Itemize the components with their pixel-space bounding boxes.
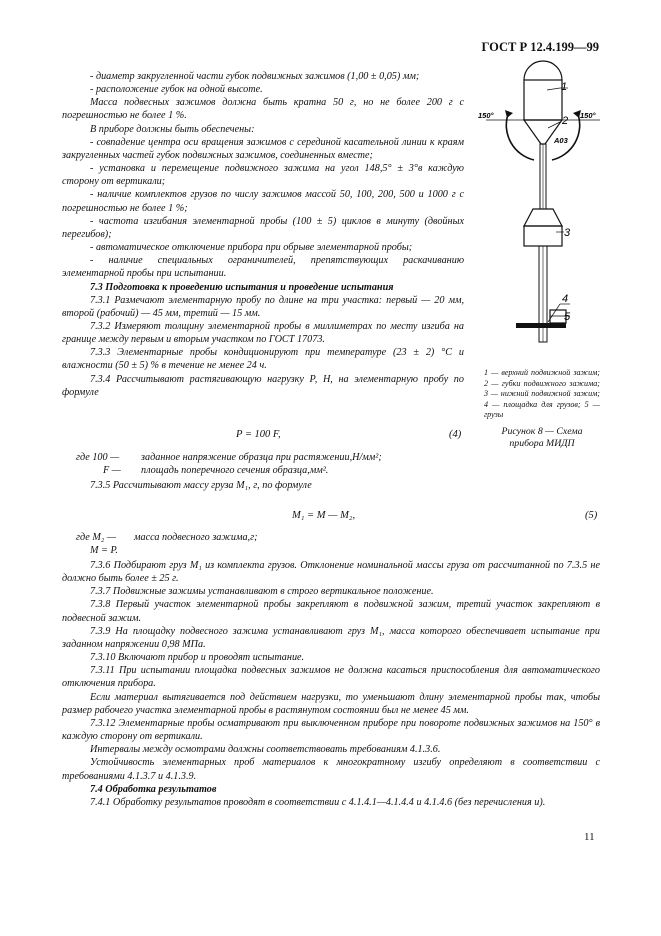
label-3: 3 — [564, 227, 571, 239]
label-4: 4 — [562, 293, 569, 305]
paragraph: - автоматическое отключение прибора при обрыве элементарной пробы; — [90, 242, 413, 254]
axis-label: A03 — [554, 136, 568, 145]
paragraph: 7.3.11 При испытании площадка подвесных зажимов не должна касаться приспособления для автоматического отключения прибора. — [62, 665, 600, 690]
where-5-prefix: где M₂ — — [76, 532, 116, 543]
paragraph: - наличие специальных ограничителей, препятствующих раскачиванию элементарной пробы при испытании. — [62, 255, 464, 280]
paragraph-7-3-5: 7.3.5 Рассчитывают массу груза M₁, г, по формуле — [90, 480, 312, 491]
angle-right-label: 150° — [580, 111, 596, 120]
weights-platform — [516, 323, 566, 328]
full-width-text — [62, 559, 600, 809]
rotation-arc-left — [506, 114, 534, 160]
upper-clamp-dome — [524, 61, 562, 80]
paragraph: - установка и перемещение подвижного зажима на угол 148,5° ± 3°в каждую сторону от вертикали; — [62, 163, 464, 188]
caption-line2: прибора МИДП — [509, 438, 575, 450]
where-5-line2: M = P. — [90, 545, 118, 556]
where-5-line1: масса подвесного зажима,г; — [134, 532, 258, 543]
formula-4-number: (4) — [449, 429, 462, 440]
figure-caption — [484, 426, 600, 450]
upper-clamp-body — [524, 80, 562, 120]
paragraph: - частота изгибания элементарной пробы (100 ± 5) циклов в минуту (двойных перегибов); — [62, 215, 464, 240]
paragraph: 7.3.2 Измеряют толщину элементарной пробы в миллиметрах по месту изгиба на границе между первым и вторым участком по ГОСТ 17073. — [62, 320, 464, 346]
where-4-prefix: где 100 — — [76, 452, 120, 463]
legend-text: 1 — верхний подвижной зажим; 2 — губки подвижного зажима; 3 — нижний подвижной зажим; 4 — площадка для грузов; 5 — грузы — [484, 368, 600, 420]
paragraph: Масса подвесных зажимов должна быть кратна 50 г, но не более 200 г с погрешностью не более 1 %. — [62, 97, 464, 122]
formula-4: P = 100 F, — [236, 429, 281, 440]
page-number: 11 — [584, 831, 595, 843]
midp-device-figure — [476, 58, 606, 358]
label-2: 2 — [562, 115, 569, 127]
figure-legend — [484, 368, 600, 421]
paragraph: - расположение губок на одной высоте. — [90, 84, 263, 96]
lower-clamp-top — [524, 209, 562, 226]
paragraph: 7.3.12 Элементарные пробы осматривают при выключенном приборе при повороте подвижных зажимов на 150° в каждую сторону от вертикали. — [62, 717, 600, 743]
caption-line1: Рисунок 8 — Схема — [501, 426, 583, 437]
arrow-left-icon — [505, 110, 513, 118]
paragraph: В приборе должны быть обеспечены: — [90, 123, 255, 135]
where-4-line1: заданное напряжение образца при растяжении,Н/мм²; — [141, 452, 382, 463]
paragraph: 7.3.10 Включают прибор и проводят испытание. — [90, 652, 305, 664]
paragraph: 7.3.1 Размечают элементарную пробу по длине на три участка: первый — 20 мм, второй (рабочий) — 45 мм, третий — 15 мм. — [62, 294, 464, 319]
paragraph: 7.3.4 Рассчитывают растягивающую нагрузку Р, Н, на элементарную пробу по формуле — [62, 373, 464, 398]
paragraph: 7.4.1 Обработку результатов проводят в соответствии с 4.1.4.1—4.1.4.4 и 4.1.4.6 (без перечисления и). — [90, 796, 546, 808]
formula-5-number: (5) — [585, 510, 598, 521]
paragraph: 7.3.8 Первый участок элементарной пробы закрепляют в подвижной зажим, третий участок закрепляют в подвесной зажим. — [62, 599, 600, 624]
paragraph: - диаметр закругленной части губок подвижных зажимов (1,00 ± 0,05) мм; — [90, 71, 420, 82]
paragraph: - совпадение центра оси вращения зажимов с серединой касательной линии к краям закругленных частей губок подвижных зажимов, соединенных вместе; — [62, 136, 464, 161]
paragraph: 7.3.9 На площадку подвесного зажима устанавливают груз M₁, масса которого обеспечивает испытание при заданном напряжении 0,98 МПа. — [62, 625, 600, 650]
label-5: 5 — [564, 311, 571, 323]
paragraph: 7.3.6 Подбирают груз M₁ из комплекта грузов. Отклонение номинальной массы груза от рассчитанной по 7.3.5 не должно быть более ± 25 г. — [62, 560, 600, 585]
paragraph: 7.3.3 Элементарные пробы кондиционируют при температуре (23 ± 2) °С и влажности (50 ± 5) % в течение не менее 24 ч. — [62, 347, 464, 372]
where-4-line2: площадь поперечного сечения образца,мм². — [141, 465, 329, 476]
section-heading: 7.4 Обработка результатов — [90, 783, 217, 795]
angle-left-label: 150° — [478, 111, 494, 120]
document-header: ГОСТ Р 12.4.199—99 — [481, 40, 599, 54]
section-heading: 7.3 Подготовка к проведению испытания и проведение испытания — [90, 281, 394, 293]
paragraph: Устойчивость элементарных проб материалов к многократному изгибу определяют в соответствии с требованиями 4.1.3.7 и 4.1.3.9. — [62, 757, 600, 782]
where-4-f-prefix: F — — [103, 465, 121, 476]
formula-5: M₁ = M — M₂, — [292, 510, 356, 521]
paragraph: 7.3.7 Подвижные зажимы устанавливают в строго вертикальное положение. — [90, 586, 434, 598]
lower-clamp-body — [524, 226, 562, 246]
paragraph: Интервалы между осмотрами должны соответствовать требованиям 4.1.3.6. — [90, 744, 441, 756]
paragraph: Если материал вытягивается под действием нагрузки, то уменьшают длину элементарной пробы так, чтобы размер рабочего участка элементарной пробы в растянутом состоянии был не менее 45 мм. — [62, 691, 600, 716]
paragraph: - наличие комплектов грузов по числу зажимов массой 50, 100, 200, 500 и 1000 г с погрешностью не более 1 %; — [62, 189, 464, 214]
leader-1 — [547, 88, 560, 90]
left-column-text — [62, 70, 464, 399]
label-1: 1 — [561, 81, 568, 93]
